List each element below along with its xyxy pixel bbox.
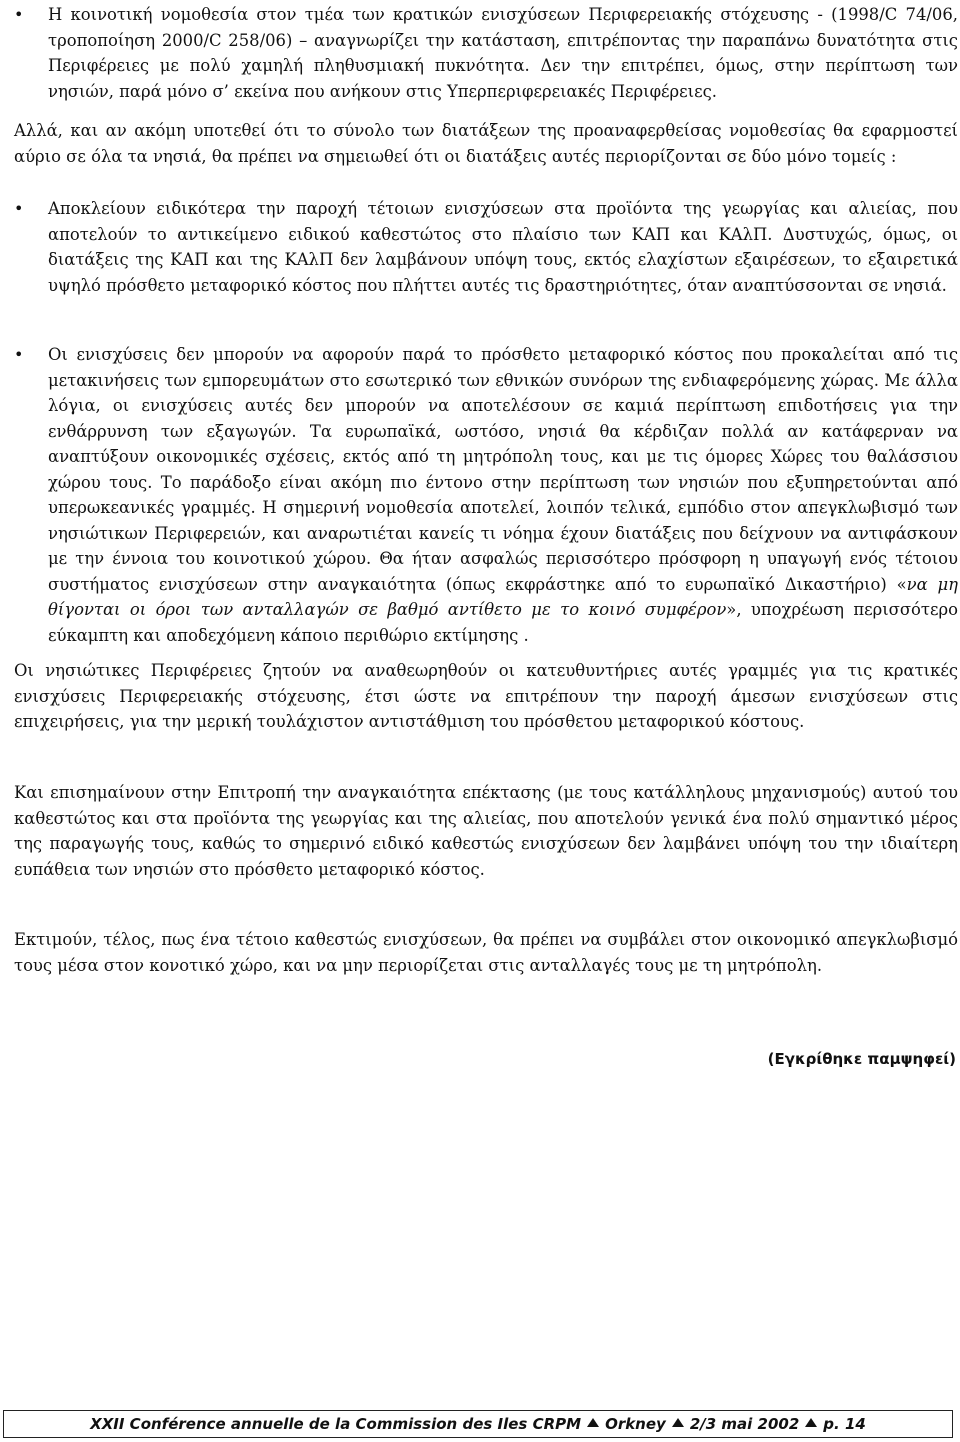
- page-footer: [3, 1410, 953, 1438]
- footer-place: Orkney: [605, 1415, 666, 1433]
- footer-dates: 2/3 mai 2002: [689, 1415, 800, 1433]
- approval-note: (Εγκρίθηκε παμψηφεί): [767, 1050, 956, 1068]
- footer-page-number: p. 14: [823, 1415, 866, 1433]
- triangle-icon: [805, 1418, 817, 1427]
- bullet-3-quote: να μη θίγονται οι όροι των ανταλλαγών σε βαθμό αντίθετο με το κοινό συμφέρον: [48, 574, 958, 619]
- bullet-2-text: Αποκλείουν ειδικότερα την παροχή τέτοιων ενισχύσεων στα προϊόντα της γεωργίας και αλιείας, που αποτελούν το αντικείμενο ειδικού καθεστώτος στο πλαίσιο των ΚΑΠ και ΚΑλΠ. Δυστυχώς, όμως, οι διατάξεις της ΚΑΠ και της ΚΑλΠ δεν λαμβάνουν υπόψη τους, εκτός ελαχίστων εξαιρέσεων, το εξαιρετικά υψηλό πρόσθετο μεταφορικό κόστος που πλήττει αυτές τις δραστηριότητες, όταν αναπτύσσονται σε νησιά.: [48, 199, 958, 295]
- bullet-3-text: [48, 342, 958, 648]
- paragraph-2: Οι νησιώτικες Περιφέρειες ζητούν να αναθεωρηθούν οι κατευθυντήριες αυτές γραμμές για τις κρατικές ενισχύσεις Περιφερειακής στόχευσης, έτσι ώστε να επιτρέπουν την παροχή άμεσων ενισχύσεων στις επιχειρήσεις, για την μερική τουλάχιστον αντιστάθμιση του πρόσθετου μεταφορικού κόστους.: [14, 661, 958, 731]
- intro-bullet-text: Η κοινοτική νομοθεσία στον τμέα των κρατικών ενισχύσεων Περιφερειακής στόχευσης - (1998/C 74/06, τροποποίηση 2000/C 258/06) – αναγνωρίζει την κατάσταση, επιτρέποντας την παραπάνω δυνατότητα στις Περιφέρειες με πολύ χαμηλή πληθυσμιακή πυκνότητα. Δεν την επιτρέπει, όμως, στην περίπτωση των νησιών, παρά μόνο σ’ εκείνα που ανήκουν στις Υπερπεριφερειακές Περιφέρειες.: [48, 5, 958, 101]
- bullet-3-part-b: », υποχρέωση περισσότερο εύκαμπτη και αποδεχόμενη κάποιο περιθώριο εκτίμησης .: [48, 600, 958, 645]
- paragraph-1: Αλλά, και αν ακόμη υποτεθεί ότι το σύνολο των διατάξεων της προαναφερθείσας νομοθεσίας θα εφαρμοστεί αύριο σε όλα τα νησιά, θα πρέπει να σημειωθεί ότι οι διατάξεις αυτές περιορίζονται σε δύο μόνο τομείς :: [14, 121, 958, 166]
- paragraph-3: Και επισημαίνουν στην Επιτροπή την αναγκαιότητα επέκτασης (με τους κατάλληλους μηχανισμούς) αυτού του καθεστώτος και στα προϊόντα της γεωργίας και της αλιείας, που αποτελούν γενικά ένα πολύ σημαντικό μέρος της παραγωγής τους, καθώς το σημερινό ειδικό καθεστώς ενισχύσεων δεν λαμβάνει υπόψη του την ιδιαίτερη ευπάθεια των νησιών στο πρόσθετο μεταφορικό κόστος.: [14, 783, 958, 879]
- bullet-marker: •: [14, 5, 24, 24]
- footer-conference: XXII Conférence annuelle de la Commission des Iles CRPM: [90, 1415, 582, 1433]
- triangle-icon: [672, 1418, 684, 1427]
- bullet-3-part-a: Οι ενισχύσεις δεν μπορούν να αφορούν παρά το πρόσθετο μεταφορικό κόστος που προκαλείται από τις μετακινήσεις των εμπορευμάτων στο εσωτερικό των εθνικών συνόρων της ενδιαφερόμενης χώρας. Με άλλα λόγια, οι ενισχύσεις αυτές δεν μπορούν να αποτελέσουν σε καμιά περίπτωση επιδοτήσεις για την ενθάρρυνση των εξαγωγών. Τα ευρωπαϊκά, ωστόσο, νησιά θα κέρδιζαν πολλά αν κατάφερναν να αναπτύξουν οικονομικές σχέσεις, εκτός από τη μητρόπολη τους, και με τις όμορες Χώρες του θαλάσσιου χώρου τους. Το παράδοξο είναι ακόμη πιο έντονο στην περίπτωση των νησιών που εξυπηρετούνται από υπερωκεανικές γραμμές. Η σημερινή νομοθεσία αποτελεί, λοιπόν τελικά, εμπόδιο στον απεγκλωβισμό των νησιώτικων Περιφερειών, και αναρωτιέται κανείς τι νόημα έχουν διατάξεις που δείχνουν να αντιφάσκουν με την έννοια του κοινοτικού χώρου. Θα ήταν ασφαλώς περισσότερο πρόσφορη η υπαγωγή ενός τέτοιου συστήματος ενισχύσεων στην αναγκαιότητα (όπως εκφράστηκε από το ευρωπαϊκό Δικαστήριο) «: [48, 345, 958, 594]
- triangle-icon: [587, 1418, 599, 1427]
- bullet-marker: •: [14, 199, 24, 218]
- bullet-marker: •: [14, 345, 24, 364]
- paragraph-4: Εκτιμούν, τέλος, πως ένα τέτοιο καθεστώς ενισχύσεων, θα πρέπει να συμβάλει στον οικονομικό απεγκλωβισμό τους μέσα στον κονοτικό χώρο, και να μην περιορίζεται στις ανταλλαγές τους με τη μητρόπολη.: [14, 930, 958, 975]
